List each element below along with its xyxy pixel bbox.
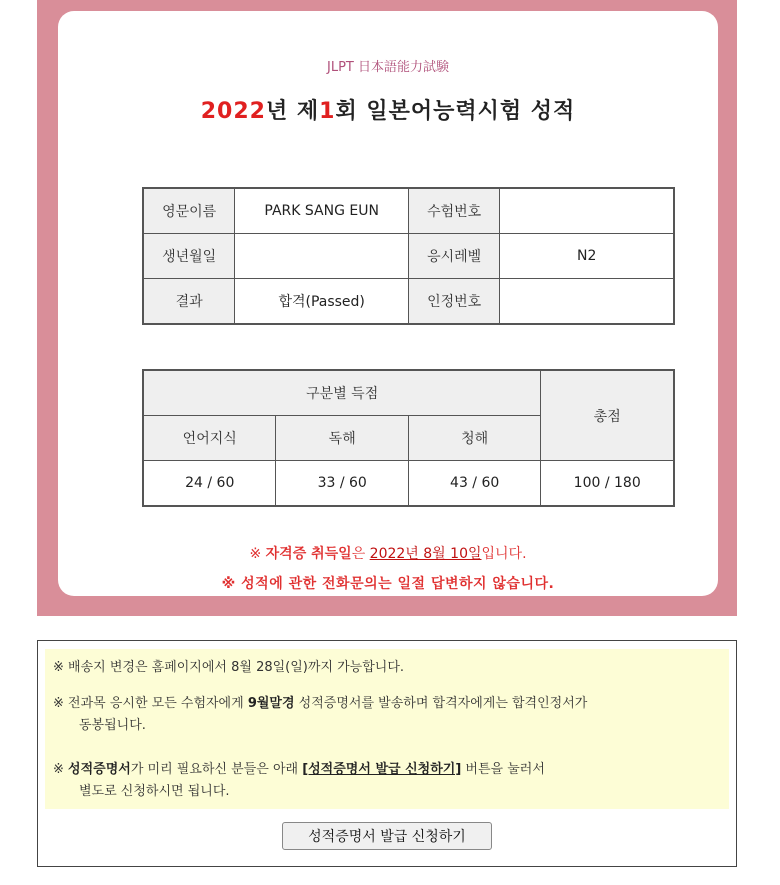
score-reading: 33 / 60 (276, 461, 408, 507)
exam-no-value (500, 188, 674, 234)
notice-text-end: 입니다. (481, 546, 527, 562)
note-text: 동봉됩니다. (79, 718, 146, 733)
level-label: 응시레벨 (408, 234, 499, 279)
note-bold: 9월말경 (247, 696, 295, 711)
early-certificate-note (53, 759, 713, 803)
birth-value (235, 234, 409, 279)
info-highlight (45, 649, 729, 809)
score-language: 24 / 60 (143, 461, 276, 507)
score-total: 100 / 180 (541, 461, 674, 507)
certificate-date: 2022년 8월 10일 (369, 546, 482, 562)
title-round: 1 (319, 99, 336, 124)
total-header: 총점 (541, 370, 674, 461)
title-year: 2022 (200, 99, 266, 124)
title-text-2: 회 일본어능력시험 성적 (335, 99, 576, 124)
cert-no-value (500, 279, 674, 325)
note-text: 가 미리 필요하신 분들은 아래 (130, 762, 303, 777)
certificate-request-button[interactable]: 성적증명서 발급 신청하기 (282, 822, 492, 850)
note-text: ※ 전과목 응시한 모든 수험자에게 (53, 696, 248, 711)
certificate-request-link[interactable]: [성적증명서 발급 신청하기] (302, 762, 462, 777)
examinee-info-table (142, 187, 675, 325)
result-value: 합격(Passed) (235, 279, 409, 325)
notice-mark: ※ (249, 546, 266, 562)
name-value: PARK SANG EUN (235, 188, 409, 234)
note-bold: 성적증명서 (68, 762, 131, 777)
pink-frame (37, 0, 737, 616)
section-score-header: 구분별 득점 (143, 370, 541, 416)
note-text: 별도로 신청하시면 됩니다. (79, 784, 230, 799)
note-text: 성적증명서를 발송하며 합격자에게는 합격인정서가 (294, 696, 588, 711)
table-row (143, 279, 674, 325)
table-row (143, 234, 674, 279)
score-listening: 43 / 60 (408, 461, 540, 507)
shipping-change-note: ※ 배송지 변경은 홈페이지에서 8월 28일(일)까지 가능합니다. (53, 660, 405, 675)
title-text-1: 년 제 (265, 99, 320, 124)
note-text: 버튼을 눌러서 (461, 762, 545, 777)
certificate-date-notice (58, 543, 718, 563)
birth-label: 생년월일 (143, 234, 235, 279)
table-row (143, 461, 674, 507)
level-value: N2 (500, 234, 674, 279)
column-header-reading: 독해 (276, 416, 408, 461)
certificate-shipping-note (53, 693, 713, 737)
exam-no-label: 수험번호 (408, 188, 499, 234)
table-row (143, 188, 674, 234)
name-label: 영문이름 (143, 188, 235, 234)
phone-inquiry-notice: ※ 성적에 관한 전화문의는 일절 답변하지 않습니다. (221, 576, 555, 592)
note-text: ※ (53, 762, 69, 777)
result-card (58, 11, 718, 596)
cert-no-label: 인정번호 (408, 279, 499, 325)
info-box (37, 640, 737, 867)
column-header-language: 언어지식 (143, 416, 276, 461)
result-label: 결과 (143, 279, 235, 325)
notice-bold: 자격증 취득일 (265, 546, 352, 562)
score-table (142, 369, 675, 507)
page-subtitle: JLPT 日本語能力試験 (327, 60, 449, 75)
notice-text: 은 (351, 546, 370, 562)
column-header-listening: 청해 (408, 416, 540, 461)
table-row (143, 370, 674, 416)
page-title (58, 94, 718, 125)
